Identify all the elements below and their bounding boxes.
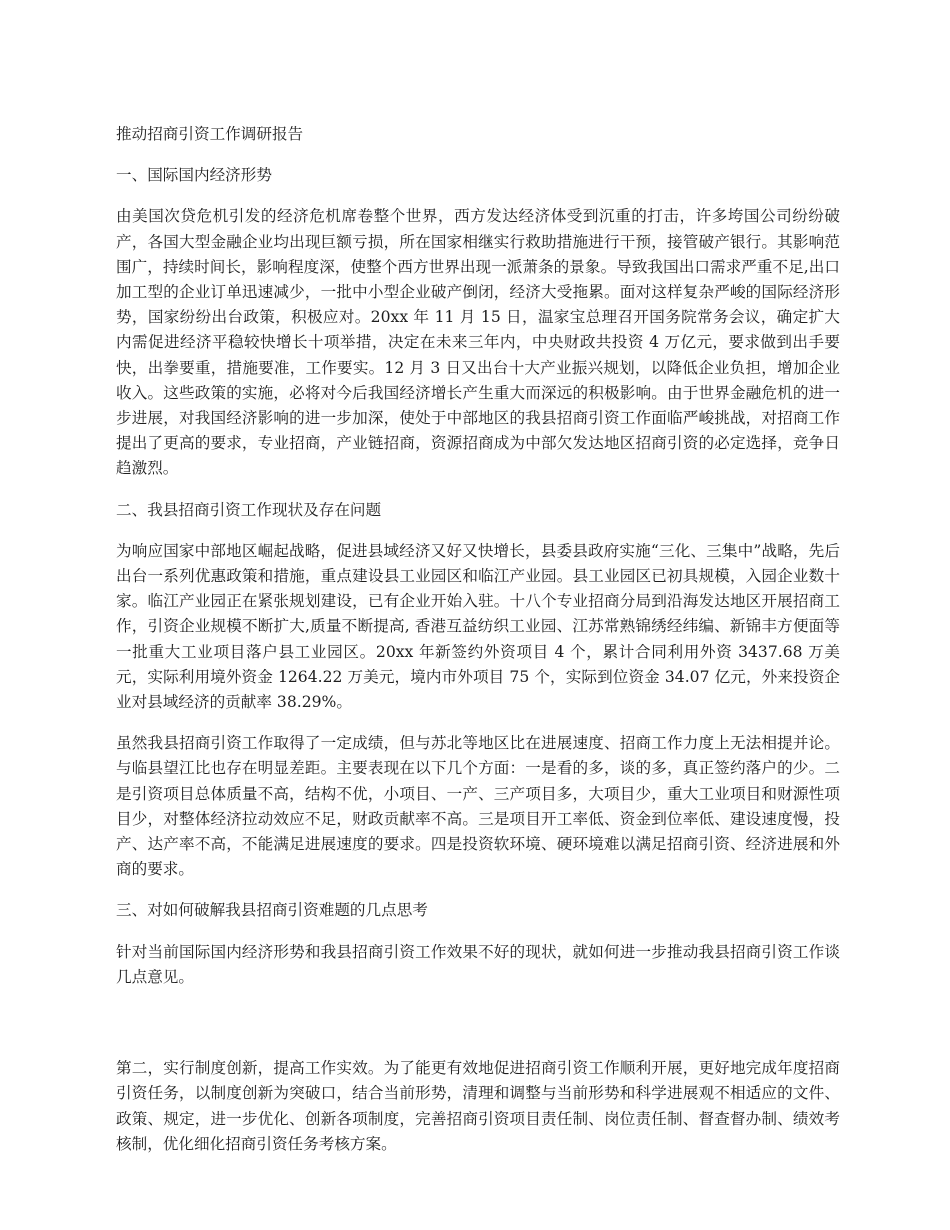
paragraph-problems: 虽然我县招商引资工作取得了一定成绩，但与苏北等地区比在进展速度、招商工作力度上无法相提并论。与临县望江比也存在明显差距。主要表现在以下几个方面：一是看的多，谈的多，真正签约落户的少。二是引资项目总体质量不高，结构不优，小项目、一产、三产项目多，大项目少，重大工业项目和财源性项目少，对整体经济拉动效应不足，财政贡献率不高。三是项目开工率低、资金到位率低、建设速度慢，投产、达产率不高，不能满足进展速度的要求。四是投资软环境、硬环境难以满足招商引资、经济进展和外商的要求。 bbox=[116, 734, 840, 879]
document-title: 推动招商引资工作调研报告 bbox=[116, 125, 304, 143]
paragraph-institutional-innovation: 第二，实行制度创新，提高工作实效。为了能更有效地促进招商引资工作顺利开展，更好地完成年度招商引资任务，以制度创新为突破口，结合当前形势，清理和调整与当前形势和科学进展观不相适应的文件、政策、规定，进一步优化、创新各项制度，完善招商引资项目责任制、岗位责任制、督查督办制、绩效考核制，优化细化招商引资任务考核方案。 bbox=[116, 1059, 840, 1153]
blank-gap bbox=[116, 1006, 840, 1056]
paragraph-intro-suggestions: 针对当前国际国内经济形势和我县招商引资工作效果不好的现状，就如何进一步推动我县招商引资工作谈几点意见。 bbox=[116, 942, 840, 986]
document-page bbox=[116, 122, 840, 1173]
section-heading-1: 一、国际国内经济形势 bbox=[116, 166, 272, 185]
paragraph-current-status: 为响应国家中部地区崛起战略，促进县域经济又好又快增长，县委县政府实施“三化、三集中”战略，先后出台一系列优惠政策和措施，重点建设县工业园区和临江产业园。县工业园区已初具规模，入园企业数十家。临江产业园正在紧张规划建设，已有企业开始入驻。十八个专业招商分局到沿海发达地区开展招商工作，引资企业规模不断扩大,质量不断提高, 香港互益纺织工业园、江苏常熟锦绣经纬编、新锦丰方便面等一批重大工业项目落户县工业园区。20xx 年新签约外资项目 4 个，累计合同利用外资 3437.68 万美元，实际利用境外资金 1264.22 万美元，境内市外项目 75 个，实际到位资金 34.07 亿元，外来投资企业对县域经济的贡献率 38.29%。 bbox=[116, 541, 840, 712]
paragraph-economic-situation: 由美国次贷危机引发的经济危机席卷整个世界，西方发达经济体受到沉重的打击，许多垮国公司纷纷破产，各国大型金融企业均出现巨额亏损，所在国家相继实行救助措施进行干预，接管破产银行。其影响范围广，持续时间长，影响程度深，使整个西方世界出现一派萧条的景象。导致我国出口需求严重不足,出口加工型的企业订单迅速减少，一批中小型企业破产倒闭，经济大受拖累。面对这样复杂严峻的国际经济形势，国家纷纷出台政策，积极应对。20xx 年 11 月 15 日，温家宝总理召开国务院常务会议，确定扩大内需促进经济平稳较快增长十项举措，决定在未来三年内，中央财政共投资 4 万亿元，要求做到出手要快，出拳要重，措施要准，工作要实。12 月 3 日又出台十大产业振兴规划，以降低企业负担，增加企业收入。这些政策的实施，必将对今后我国经济增长产生重大而深远的积极影响。由于世界金融危机的进一步进展，对我国经济影响的进一步加深，使处于中部地区的我县招商引资工作面临严峻挑战，对招商工作提出了更高的要求，专业招商，产业链招商，资源招商成为中部欠发达地区招商引资的必定选择，竞争日趋激烈。 bbox=[116, 207, 840, 478]
section-heading-3: 三、对如何破解我县招商引资难题的几点思考 bbox=[116, 901, 428, 920]
section-heading-2: 二、我县招商引资工作现状及存在问题 bbox=[116, 500, 382, 519]
